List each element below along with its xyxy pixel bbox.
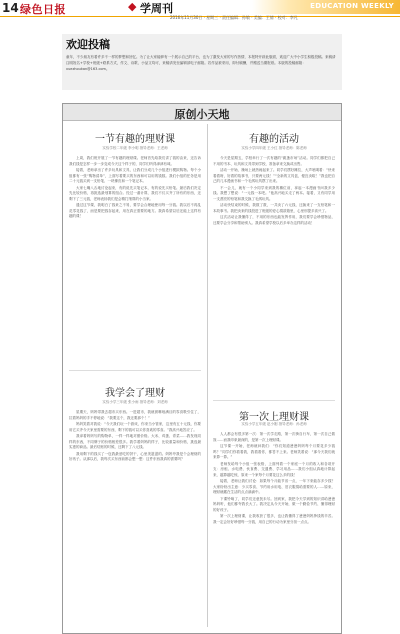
article-paragraph: 活动快结束的时候，我数了数，一共卖了六元钱，还换来了一支铅笔和一本故事书。我把卖来的钱投进了班级的爱心捐款箱里，心里别提多高兴了。 (213, 203, 335, 213)
article-separator (69, 370, 201, 371)
article-paragraph: 通过这节课，我明白了钱来之不易，要学会合理地使用每一分钱。我以后不再乱花零花钱了，而是要把钱存起来，用在真正需要的地方。我真希望以后还能上这样有趣的课！ (69, 203, 201, 218)
column-frame (62, 103, 342, 634)
article-paragraph: 活动一开始，操场上就热闹起来了。同学们摆好摊位，大声吆喝着：“快来看看呀，好看的故事书，只要两元钱！”“全新的文具盒，便宜卖啦！”我也把自己的几本漫画书和一个毛绒玩具摆了出来。 (213, 168, 335, 183)
article-paragraph: 我用剩下的钱买了一包我最爱吃的饼干，心里美滋滋的。妈妈夸我是个会理财的好孩子。从那以后，我每次买东西前都会想一想：这件东西我真的需要吗？ (69, 451, 201, 461)
article-paragraph: 不一会儿，就有一个小同学来到我的摊位前，拿起一本漫画书问我多少钱。我想了想说：“一元钱一本吧。”他高兴地买走了两本。接着，又有同学用一支漂亮的铅笔和我交换了毛绒玩具。 (213, 185, 335, 201)
article-paragraph: 这次活动让我懂得了，不用的东西也能发挥作用，我们要学会珍惜物品，还要学会分享和帮助别人。我真希望学校以后多举办这样的活动！ (213, 215, 335, 225)
article-body (69, 156, 201, 364)
article-body (213, 156, 335, 392)
article-paragraph: 妈妈笑着对我说：“今天我们玩一个游戏，你来当小管家，这里有五十元钱，你要用它买齐今天家里需要的东西，剩下的钱可以买你喜欢的零食。”我高兴地答应了。 (69, 422, 201, 432)
notice-title: 欢迎投稿 (66, 38, 110, 51)
article-title: 一节有趣的理财课 (95, 134, 175, 145)
dateline: 2016年11月30日 · 星期三 · 责任编辑：孙敏 · 美编：王倩 · 校对：李凡 (170, 15, 298, 20)
column-divider (207, 124, 208, 627)
article-paragraph: 大家七嘴八舌地讨论起来，有的说先买笔记本，有的说先买铅笔。最后我们决定先比较价格，再挑选最划算的组合。经过一番计算，我们不仅买齐了所有的东西，还剩下了三元钱，老师表扬我们是会精打细算的小当家。 (69, 185, 201, 201)
article-separator (213, 400, 335, 401)
article-body (213, 432, 335, 626)
article-paragraph: 下课铃响了，同学们还意犹未尽。回到家，我把今天学到的知识讲给爸爸妈妈听，他们都夸我长大了。我决定从今天开始，做一个勤俭节约、懂得理财的好孩子。 (213, 496, 335, 512)
article-paragraph: 星期天，妈妈带我去超市买东西。一进超市，我就被琳琅满目的零食吸引住了，拉着妈妈的手不停地说：“我要这个，我还要那个！” (69, 410, 201, 420)
article-byline: 实验小学四年级 王小红 指导老师：陈老师 (241, 146, 307, 150)
article-paragraph: 老师发给每个小组一张表格，上面列着一个家庭一个月的收入和各项开支：房租、水电费、伙食费、交通费、学习用品……我们小组认真地计算起来，越算越吃惊，原来一个家每个月要花这么多的钱！ (213, 461, 335, 477)
section-english-name: EDUCATION WEEKLY (310, 2, 394, 10)
notice-text: 童年，不少朋友有着许多不一样的梦想和回忆。为了让大家能够有一个展示自己的平台，也为了激发大家的写作热情，本报特开辟此版面，欢迎广大中小学生积极投稿。来稿请注明姓名+学校+班级+联系方式，作文、诗歌、小品文均可，来稿请发至编辑部电子邮箱。若作品被采用，即付稿酬，并赠送当期报纸。本版的投稿邮箱：xuezhoukan@163.com。 (66, 55, 336, 71)
article-body (69, 410, 201, 626)
column-header (63, 104, 341, 121)
article-paragraph: 我拿着妈妈写的购物单，一样一样地对照价格。大米、鸡蛋、青菜……我发现同样的东西，不同牌子的价格相差很多。我学着妈妈的样子，比较重量和价格，挑选最实惠的商品。最后结账的时候，还剩下了八元钱。 (69, 434, 201, 449)
article-title: 我学会了理财 (105, 388, 165, 399)
article-paragraph: 上周，我们班开展了一节有趣的理财课。老师首先给我们讲了钱的由来，还告诉我们钱是怎样一步一步变成今天这个样子的，同学们听得津津有味。 (69, 156, 201, 166)
submission-notice (62, 34, 342, 90)
article-paragraph: 这节课一开始，老师就问我们：“你们知道爸爸妈妈每个月要花多少钱吗？”同学们你看看我，我看看你，都答不上来。老师笑着说：“那今天我们就来算一算。” (213, 444, 335, 459)
page-number: 14 (2, 1, 19, 15)
section-name: 学周刊 (140, 2, 173, 15)
newspaper-masthead: 绿色日报 (20, 3, 66, 16)
article-paragraph: 人人都会有很多第一次：第一次学走路，第一次骑自行车，第一次自己做饭……而我印象最深的，是第一次上理财课。 (213, 432, 335, 442)
article-byline: 实验学校二年级 李小明 指导老师：王老师 (102, 146, 168, 150)
article-paragraph: 接着，老师拿出了许多玩具和文具，让我们分成几个小组进行模拟购物。每个小组都有一张“购物清单”，上面写着要买的东西和可以用的钱数。我们小组的任务是用二十元钱买到一支铅笔、一块橡皮和一个笔记本。 (69, 168, 201, 183)
article-byline: 实验小学三年级 张小雨 指导老师：刘老师 (102, 400, 168, 404)
column-title: 原创小天地 (174, 108, 230, 121)
article-paragraph: 接着，老师让我们讨论：如果每个月能节省一点，一年下来能存多少钱？大家纷纷出主意：少买零食、节约用水用电、旧衣服捐给需要的人……原来，理财就藏在生活的点点滴滴中。 (213, 479, 335, 494)
article-title: 第一次上理财课 (239, 412, 309, 423)
article-title: 有趣的活动 (249, 134, 299, 145)
article-paragraph: 第一次上理财课，让我收获了很多，也让我懂得了爸爸妈妈挣钱的辛苦。我一定会好好珍惜每一分钱，用自己的行动为家里分担一点点。 (213, 514, 335, 524)
section-diamond-icon: ◆ (128, 0, 137, 13)
article-paragraph: 今天是星期五，学校举行了一次有趣的“跳蚤市场”活动。同学们都把自己不用的书本、玩具和文具带到学校，准备拿来交换或出售。 (213, 156, 335, 166)
article-byline: 实验小学五年级 赵小刚 指导老师：孙老师 (241, 422, 307, 426)
